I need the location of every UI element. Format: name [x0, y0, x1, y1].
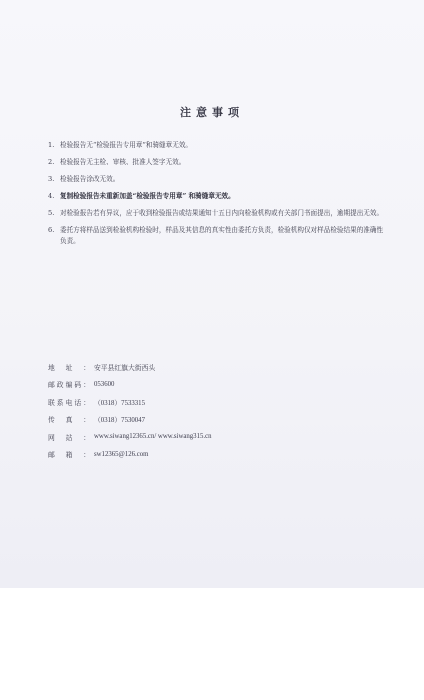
notice-number: 5.	[48, 209, 55, 217]
notice-item-2	[48, 157, 388, 168]
notice-item-6	[48, 225, 388, 247]
contact-info	[48, 358, 348, 463]
phone-value: （0318）7533315	[94, 399, 145, 407]
notice-item-3	[48, 174, 388, 185]
notice-list	[48, 140, 388, 247]
notice-text: 委托方将样品送到检验机构检验时，样品及其信息的真实性由委托方负责，检验机构仅对样品检验结果的准确性负责。	[60, 226, 384, 245]
address-value: 安平县红旗大街西头	[94, 363, 156, 372]
notice-item-5	[48, 208, 388, 219]
contact-website-row	[48, 428, 348, 446]
notice-text: 检验报告无“检验报告专用章”和骑缝章无效。	[60, 141, 193, 149]
address-label: 地址：	[48, 363, 90, 372]
notice-text: 对检验报告若有异议，应于收到检验报告或结果通知十五日内向检验机构或有关部门书面提出，逾期提出无效。	[60, 209, 384, 217]
phone-label: 联系电话：	[48, 398, 90, 407]
email-label: 邮箱：	[48, 451, 90, 460]
notice-item-4	[48, 191, 388, 202]
notice-text: 检验报告无主检、审核、批准人签字无效。	[60, 158, 186, 166]
notice-number: 3.	[48, 175, 55, 183]
notice-number: 6.	[48, 226, 55, 234]
fax-value: （0318）7530047	[94, 417, 145, 425]
notice-number: 1.	[48, 141, 55, 149]
email-value: sw12365@126.com	[94, 450, 149, 458]
contact-address-row	[48, 358, 348, 376]
notice-item-1	[48, 140, 388, 151]
notice-text: 复制检验报告未重新加盖“检验报告专用章” 和骑缝章无效。	[60, 192, 235, 200]
contact-postcode-row	[48, 376, 348, 394]
website-label: 网站：	[48, 433, 90, 442]
page-title: 注意事项	[180, 106, 244, 119]
notice-text: 检验报告涂改无效。	[60, 175, 120, 183]
notice-number: 4.	[48, 192, 55, 200]
website-value: www.siwang12365.cn/ www.siwang315.cn	[94, 433, 212, 441]
postcode-value: 053600	[94, 380, 115, 388]
contact-email-row	[48, 446, 348, 464]
fax-label: 传真：	[48, 416, 90, 425]
notice-number: 2.	[48, 158, 55, 166]
postcode-label: 邮政编码：	[48, 381, 90, 390]
contact-phone-row	[48, 393, 348, 411]
contact-fax-row	[48, 411, 348, 429]
